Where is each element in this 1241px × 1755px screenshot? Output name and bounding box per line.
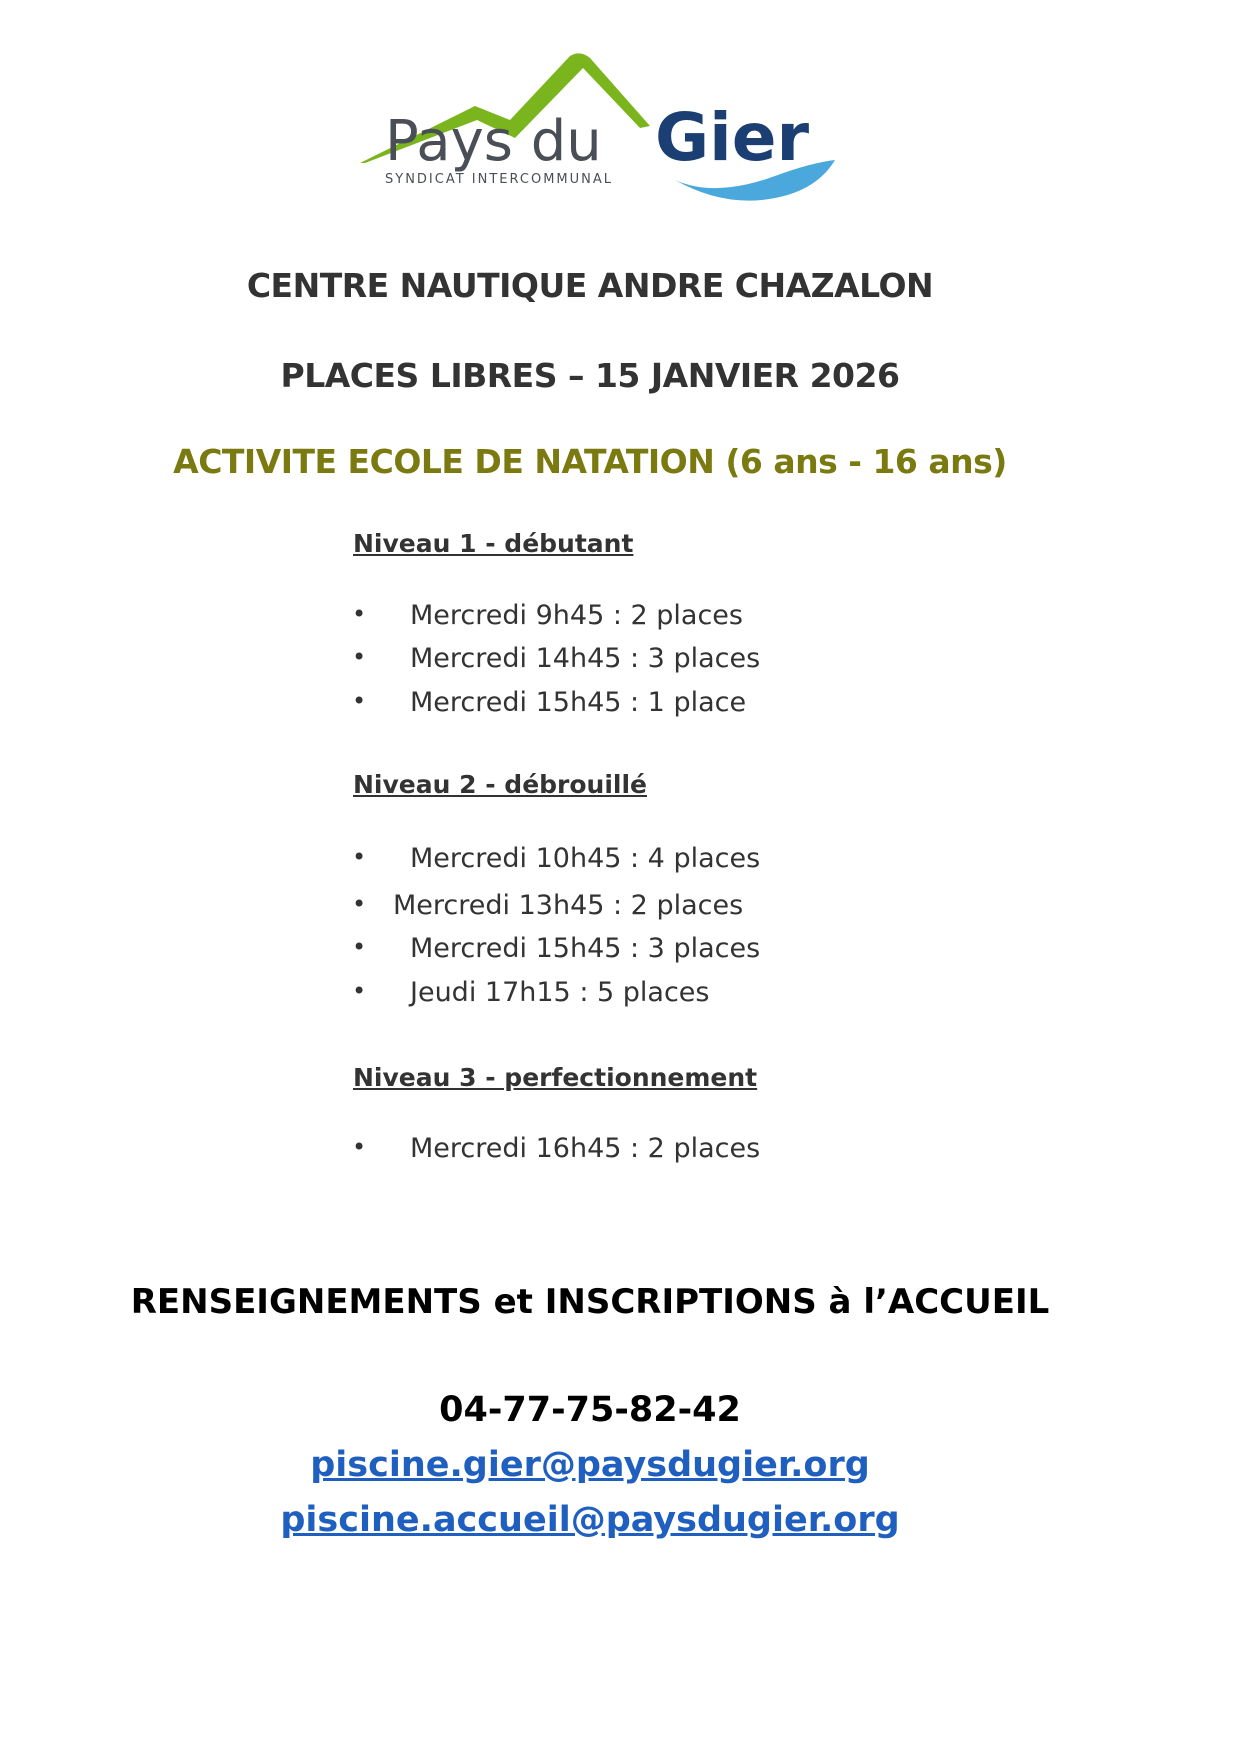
pays-du-gier-logo-graphic: [355, 48, 885, 223]
level-2-title: Niveau 2 - débrouillé: [353, 770, 648, 799]
svg-text:Gier: Gier: [655, 99, 810, 176]
bullet-icon: •: [352, 933, 367, 961]
bullet-icon: •: [352, 890, 367, 918]
bullet-icon: •: [352, 687, 367, 715]
slot-text: Mercredi 10h45 : 4 places: [410, 843, 761, 874]
slot-text: Mercredi 15h45 : 1 place: [410, 687, 747, 718]
slot-text: Mercredi 14h45 : 3 places: [410, 643, 761, 674]
slot-text: Mercredi 13h45 : 2 places: [393, 890, 744, 921]
phone-number: 04-77-75-82-42: [439, 1390, 741, 1430]
svg-text:SYNDICAT INTERCOMMUNAL: SYNDICAT INTERCOMMUNAL: [385, 172, 614, 187]
level-3-title: Niveau 3 - perfectionnement: [353, 1063, 758, 1092]
bullet-icon: •: [352, 1133, 367, 1161]
level-1-title: Niveau 1 - débutant: [353, 529, 634, 558]
bullet-icon: •: [352, 643, 367, 671]
bullet-icon: •: [352, 977, 367, 1005]
places-libres-date: PLACES LIBRES – 15 JANVIER 2026: [280, 356, 900, 395]
slot-text: Mercredi 15h45 : 3 places: [410, 933, 761, 964]
pays-du-gier-logo: [355, 48, 885, 223]
activity-title: ACTIVITE ECOLE DE NATATION (6 ans - 16 ans): [173, 442, 1007, 481]
slot-text: Mercredi 16h45 : 2 places: [410, 1133, 761, 1164]
email-link-accueil[interactable]: piscine.accueil@paysdugier.org: [280, 1500, 900, 1540]
bullet-icon: •: [352, 600, 367, 628]
centre-title: CENTRE NAUTIQUE ANDRE CHAZALON: [246, 266, 934, 305]
slot-text: Jeudi 17h15 : 5 places: [410, 977, 710, 1008]
email-link-gier[interactable]: piscine.gier@paysdugier.org: [310, 1445, 870, 1485]
bullet-icon: •: [352, 843, 367, 871]
slot-text: Mercredi 9h45 : 2 places: [410, 600, 743, 631]
svg-text:Pays du: Pays du: [385, 109, 602, 174]
info-heading: RENSEIGNEMENTS et INSCRIPTIONS à l’ACCUEIL: [130, 1282, 1050, 1322]
